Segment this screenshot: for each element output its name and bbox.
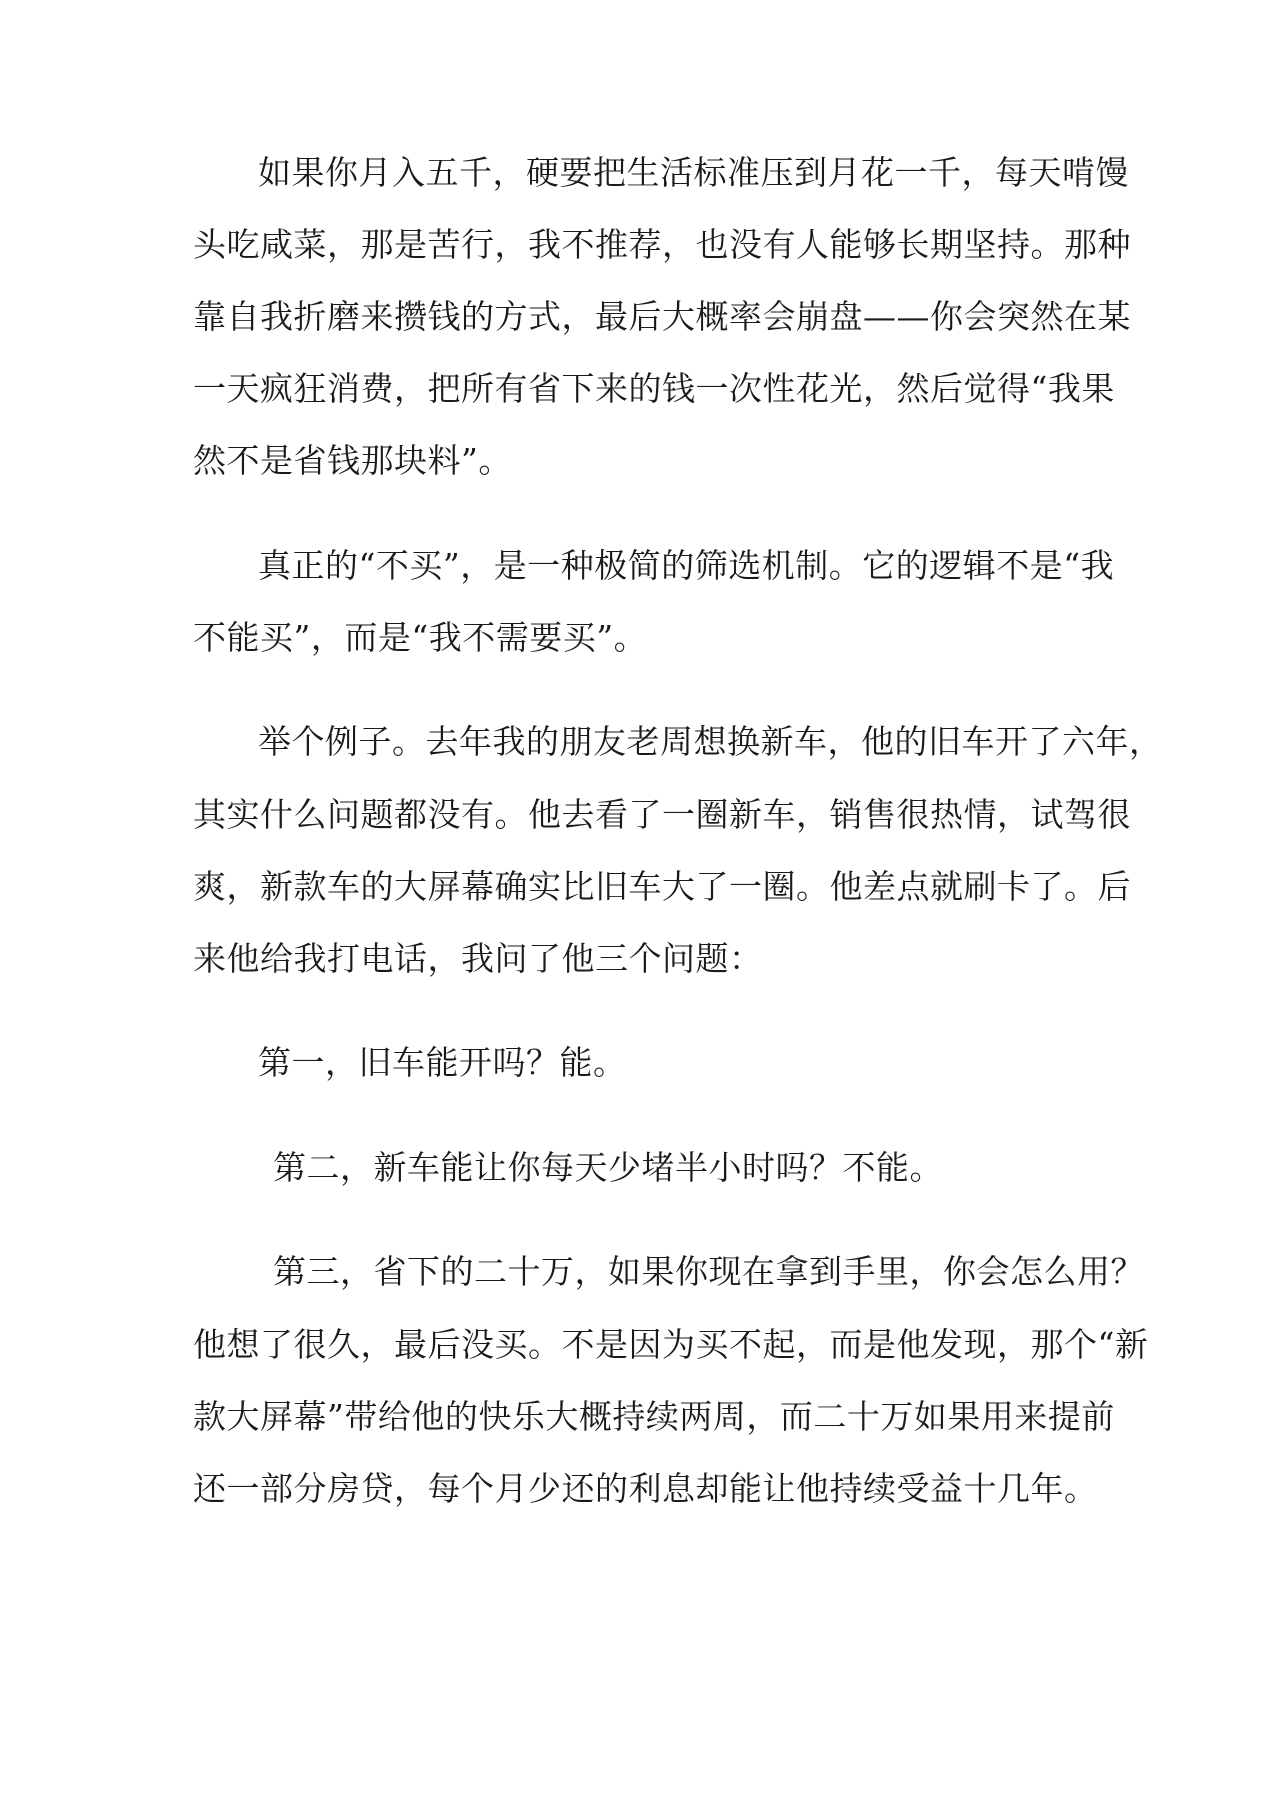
paragraph-2-line-1: 真正的“不买”，是一种极简的筛选机制。它的逻辑不是“我 — [258, 546, 1115, 585]
paragraph-3-line-2: 其实什么问题都没有。他去看了一圈新车，销售很热情，试驾很 — [193, 795, 1131, 834]
paragraph-4-line-1: 第一，旧车能开吗？能。 — [258, 1043, 627, 1082]
paragraph-5-line-1: 第二，新车能让你每天少堵半小时吗？不能。 — [273, 1148, 943, 1187]
paragraph-6-line-4: 还一部分房贷，每个月少还的利息却能让他持续受益十几年。 — [193, 1469, 1098, 1508]
paragraph-3-line-3: 爽，新款车的大屏幕确实比旧车大了一圈。他差点就刷卡了。后 — [193, 867, 1131, 906]
paragraph-6-line-2: 他想了很久，最后没买。不是因为买不起，而是他发现，那个“新 — [193, 1325, 1149, 1364]
paragraph-1-line-1: 如果你月入五千，硬要把生活标准压到月花一千，每天啃馒 — [258, 153, 1129, 192]
paragraph-1-line-4: 一天疯狂消费，把所有省下来的钱一次性花光，然后觉得“我果 — [193, 369, 1115, 408]
paragraph-2-line-2: 不能买”，而是“我不需要买”。 — [193, 618, 648, 657]
paragraph-1-line-3: 靠自我折磨来攒钱的方式，最后大概率会崩盘——你会突然在某 — [193, 297, 1131, 336]
paragraph-1-line-5: 然不是省钱那块料”。 — [193, 441, 512, 480]
paragraph-6-line-3: 款大屏幕”带给他的快乐大概持续两周，而二十万如果用来提前 — [193, 1397, 1115, 1436]
paragraph-1-line-2: 头吃咸菜，那是苦行，我不推荐，也没有人能够长期坚持。那种 — [193, 225, 1131, 264]
paragraph-3-line-1: 举个例子。去年我的朋友老周想换新车，他的旧车开了六年， — [258, 722, 1163, 761]
paragraph-6-line-1: 第三，省下的二十万，如果你现在拿到手里，你会怎么用？ — [273, 1252, 1144, 1291]
paragraph-3-line-4: 来他给我打电话，我问了他三个问题： — [193, 939, 763, 978]
